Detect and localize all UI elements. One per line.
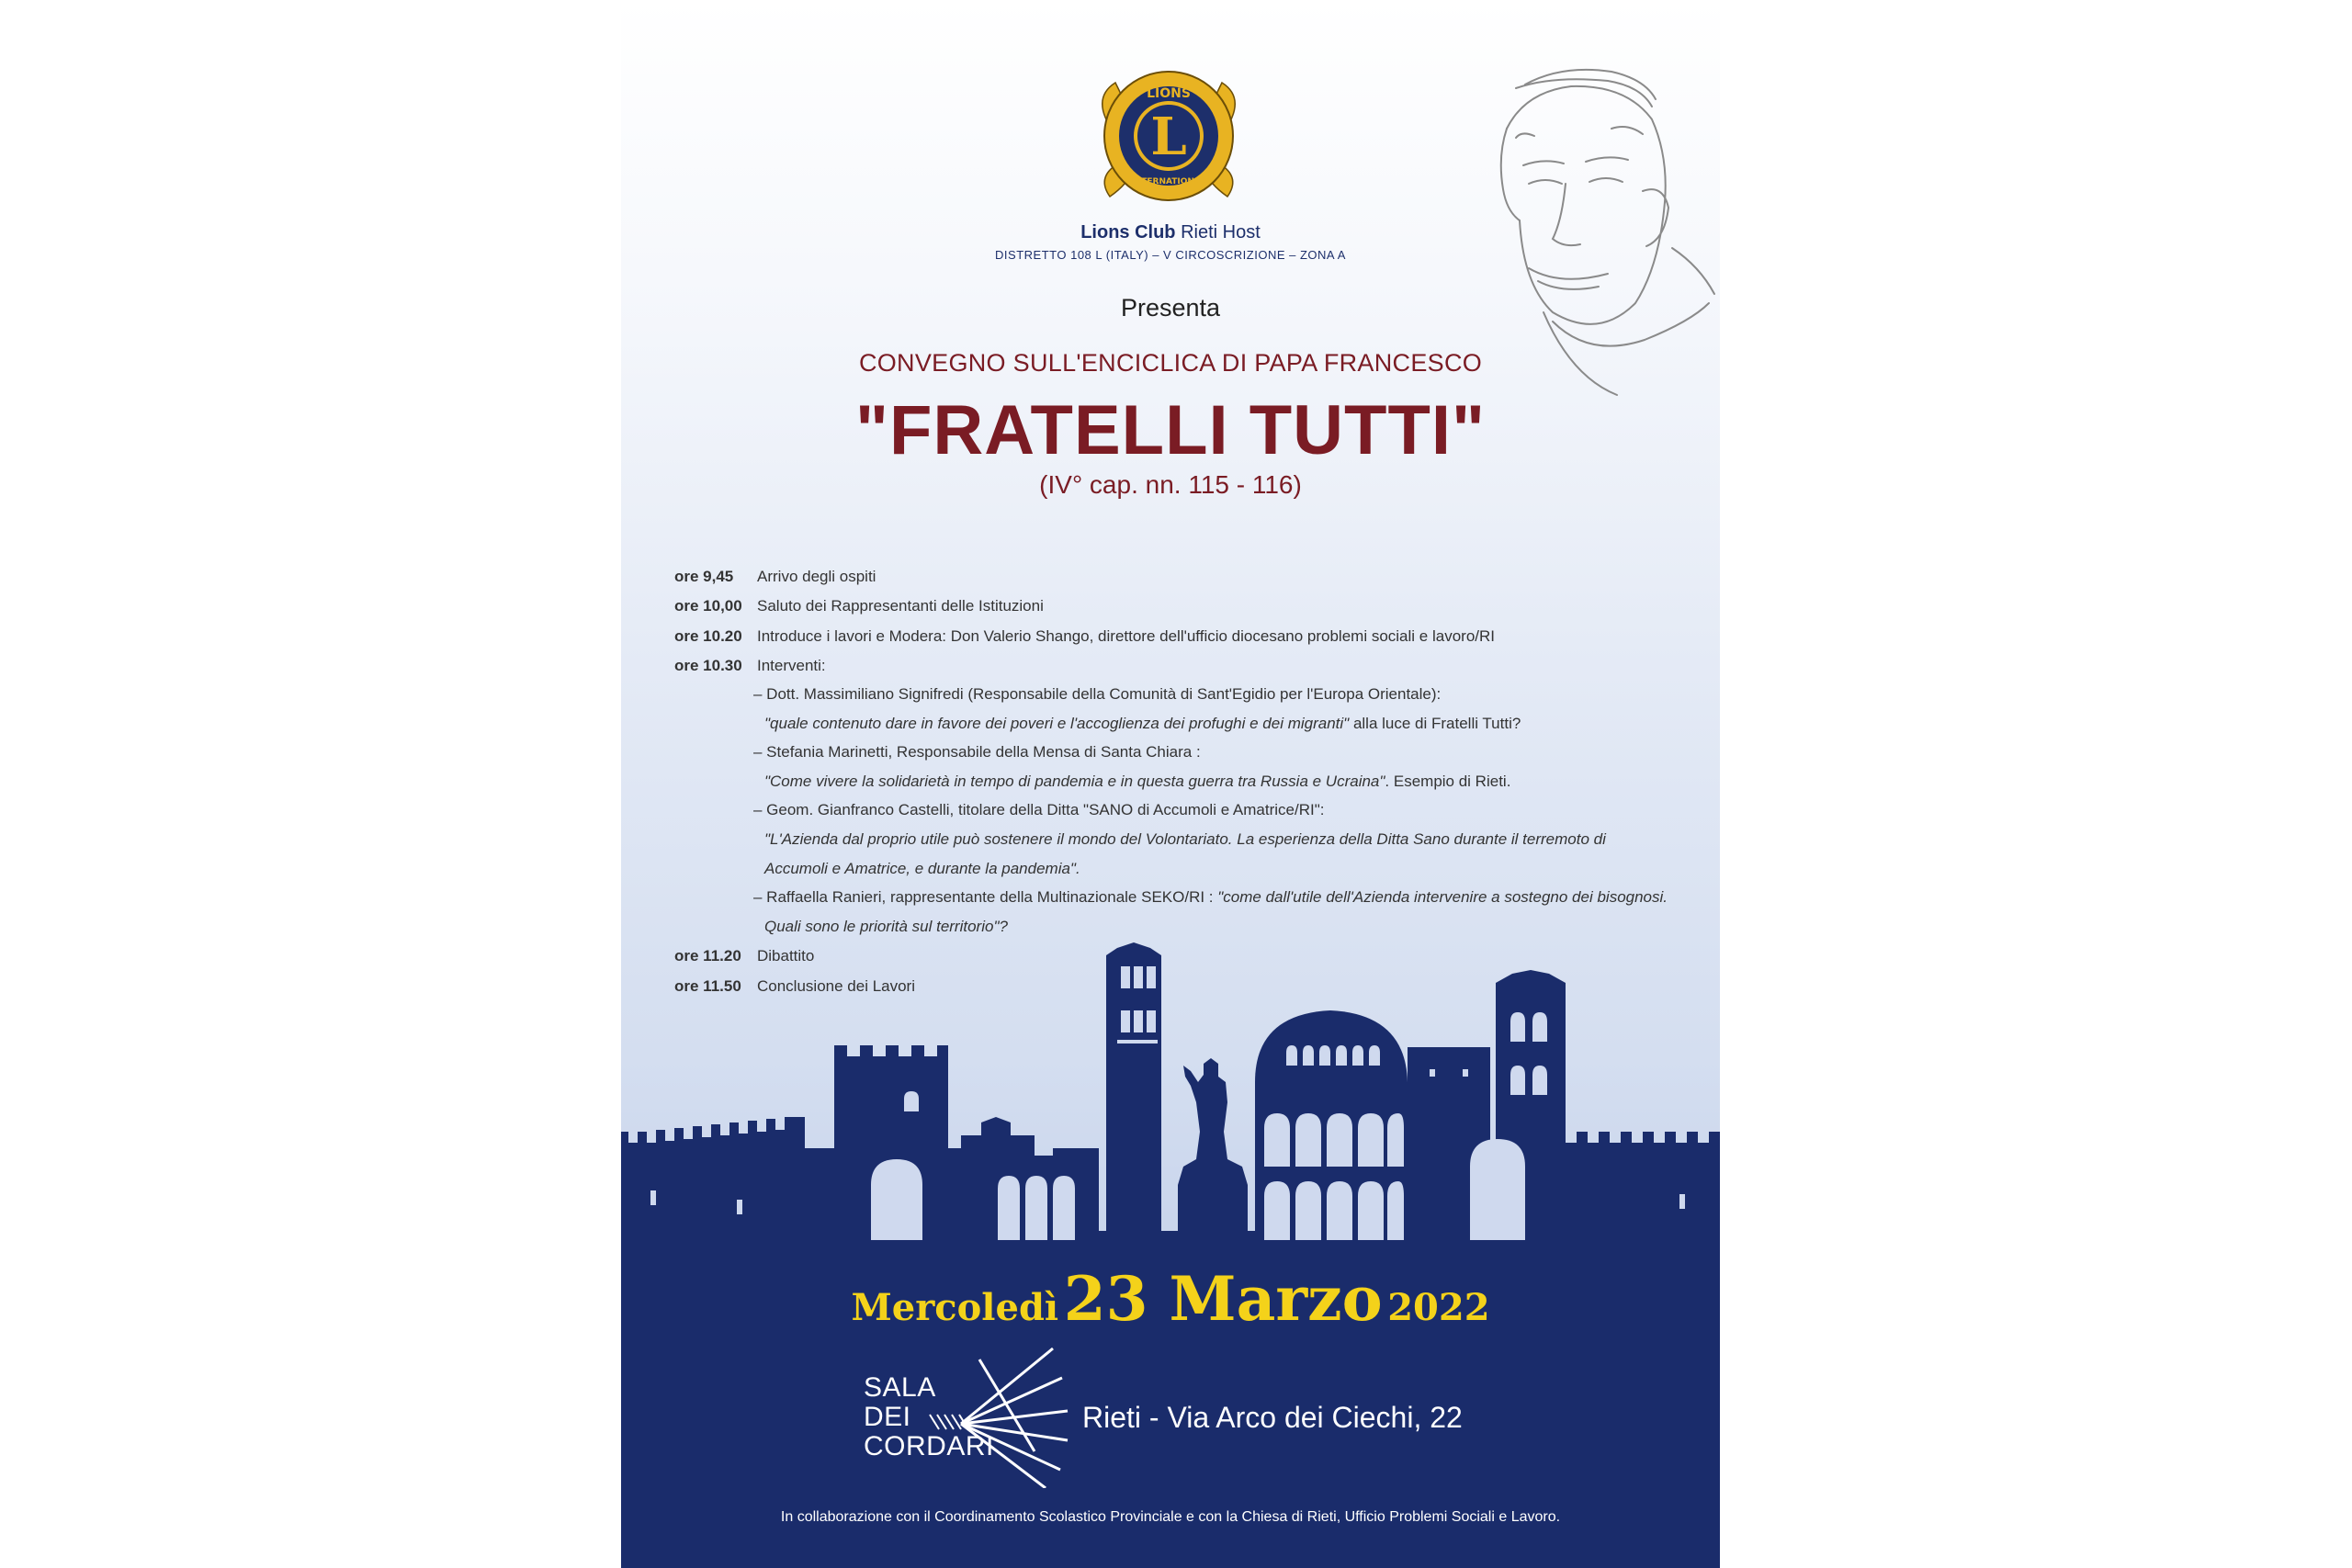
speaker-quote-line: [764, 860, 1080, 878]
program-time: ore 11.20: [674, 947, 741, 964]
venue-address: Rieti - Via Arco dei Ciechi, 22: [1082, 1401, 1463, 1434]
lions-club-logo: [1088, 55, 1250, 217]
venue-logo-rays: [924, 1341, 1071, 1488]
speaker-name: – Dott. Massimiliano Signifredi (Responsabile della Comunità di Sant'Egidio per l'Europa Orientale):: [753, 685, 1442, 703]
program-text: Dibattito: [757, 947, 815, 964]
venue-line-3: CORDARI: [864, 1431, 994, 1461]
speaker-quote: "come dall'utile dell'Azienda intervenire a sostegno dei bisognosi.: [1217, 888, 1668, 906]
logo-text-top: LIONS: [1147, 86, 1191, 101]
speaker-name: – Raffaella Ranieri, rappresentante della Multinazionale SEKO/RI :: [753, 888, 1218, 906]
speaker-quote-line: [764, 918, 1008, 936]
collaboration-note: In collaborazione con il Coordinamento Scolastico Provinciale e con la Chiesa di Rieti, Ufficio Problemi Sociali e Lavoro.: [780, 1509, 1561, 1525]
program-text: Interventi:: [757, 657, 826, 674]
program-item: [674, 657, 826, 675]
program-time: ore 10.20: [674, 627, 742, 645]
program-time: ore 10.30: [674, 657, 742, 674]
speaker-name: – Stefania Marinetti, Responsabile della Mensa di Santa Chiara :: [753, 743, 1201, 761]
date-weekday: Mercoledì: [851, 1286, 1059, 1329]
club-name-bold: Lions Club: [1080, 222, 1176, 243]
event-poster: [621, 0, 1720, 1568]
main-title: "FRATELLI TUTTI": [854, 391, 1487, 469]
speaker-quote-continued: Quali sono le priorità sul territorio"?: [764, 918, 1008, 935]
speaker-quote-line: [764, 715, 1521, 733]
program-item: [674, 627, 1495, 646]
program-item: [674, 947, 814, 965]
date-year: 2022: [1387, 1286, 1490, 1329]
club-name-rest: Rieti Host: [1181, 222, 1261, 243]
speaker-quote-line: [764, 830, 1606, 849]
program-text: Arrivo degli ospiti: [757, 568, 876, 585]
program-text: Introduce i lavori e Modera: Don Valerio Shango, direttore dell'ufficio diocesano problemi sociali e lavoro/RI: [757, 627, 1495, 645]
venue-line-2: DEI: [864, 1402, 911, 1432]
program-time: ore 11.50: [674, 977, 741, 995]
logo-text-bottom: INTERNATIONAL: [1131, 177, 1206, 186]
subtitle: (IV° cap. nn. 115 - 116): [1039, 470, 1302, 499]
program-text: Saluto dei Rappresentanti delle Istituzioni: [757, 597, 1044, 615]
presenta-label: Presenta: [1120, 294, 1221, 321]
speaker-quote-line: [764, 773, 1510, 791]
district-line: DISTRETTO 108 L (ITALY) – V CIRCOSCRIZIONE – ZONA A: [995, 248, 1346, 262]
program-item: [674, 597, 1044, 615]
speaker-name: – Geom. Gianfranco Castelli, titolare della Ditta "SANO di Accumoli e Amatrice/RI":: [753, 801, 1325, 818]
date-day-month: 23 Marzo: [1063, 1263, 1383, 1335]
program-text: Conclusione dei Lavori: [757, 977, 915, 995]
speaker-quote-after: alla luce di Fratelli Tutti?: [1349, 715, 1521, 732]
program-item: [674, 568, 876, 586]
speaker-quote: "L'Azienda dal proprio utile può sostenere il mondo del Volontariato. La esperienza della Ditta Sano durante il terremoto di: [764, 830, 1606, 848]
speaker-quote: "Come vivere la solidarietà in tempo di pandemia e in questa guerra tra Russia e Ucraina": [764, 773, 1385, 790]
speaker-line: [753, 888, 1668, 907]
logo-letter: L: [1150, 107, 1187, 167]
program-item: [674, 977, 915, 996]
event-date: [621, 1263, 1720, 1335]
club-name: [621, 222, 1720, 243]
speaker-quote-after: . Esempio di Rieti.: [1385, 773, 1511, 790]
program-time: ore 9,45: [674, 568, 734, 585]
speaker-quote-continued: Accumoli e Amatrice, e durante la pandemia".: [764, 860, 1080, 877]
venue-line-1: SALA: [864, 1372, 936, 1403]
convegno-heading: CONVEGNO SULL'ENCICLICA DI PAPA FRANCESCO: [858, 349, 1483, 377]
program-time: ore 10,00: [674, 597, 742, 615]
speaker-quote: "quale contenuto dare in favore dei poveri e l'accoglienza dei profughi e dei migranti": [764, 715, 1350, 732]
